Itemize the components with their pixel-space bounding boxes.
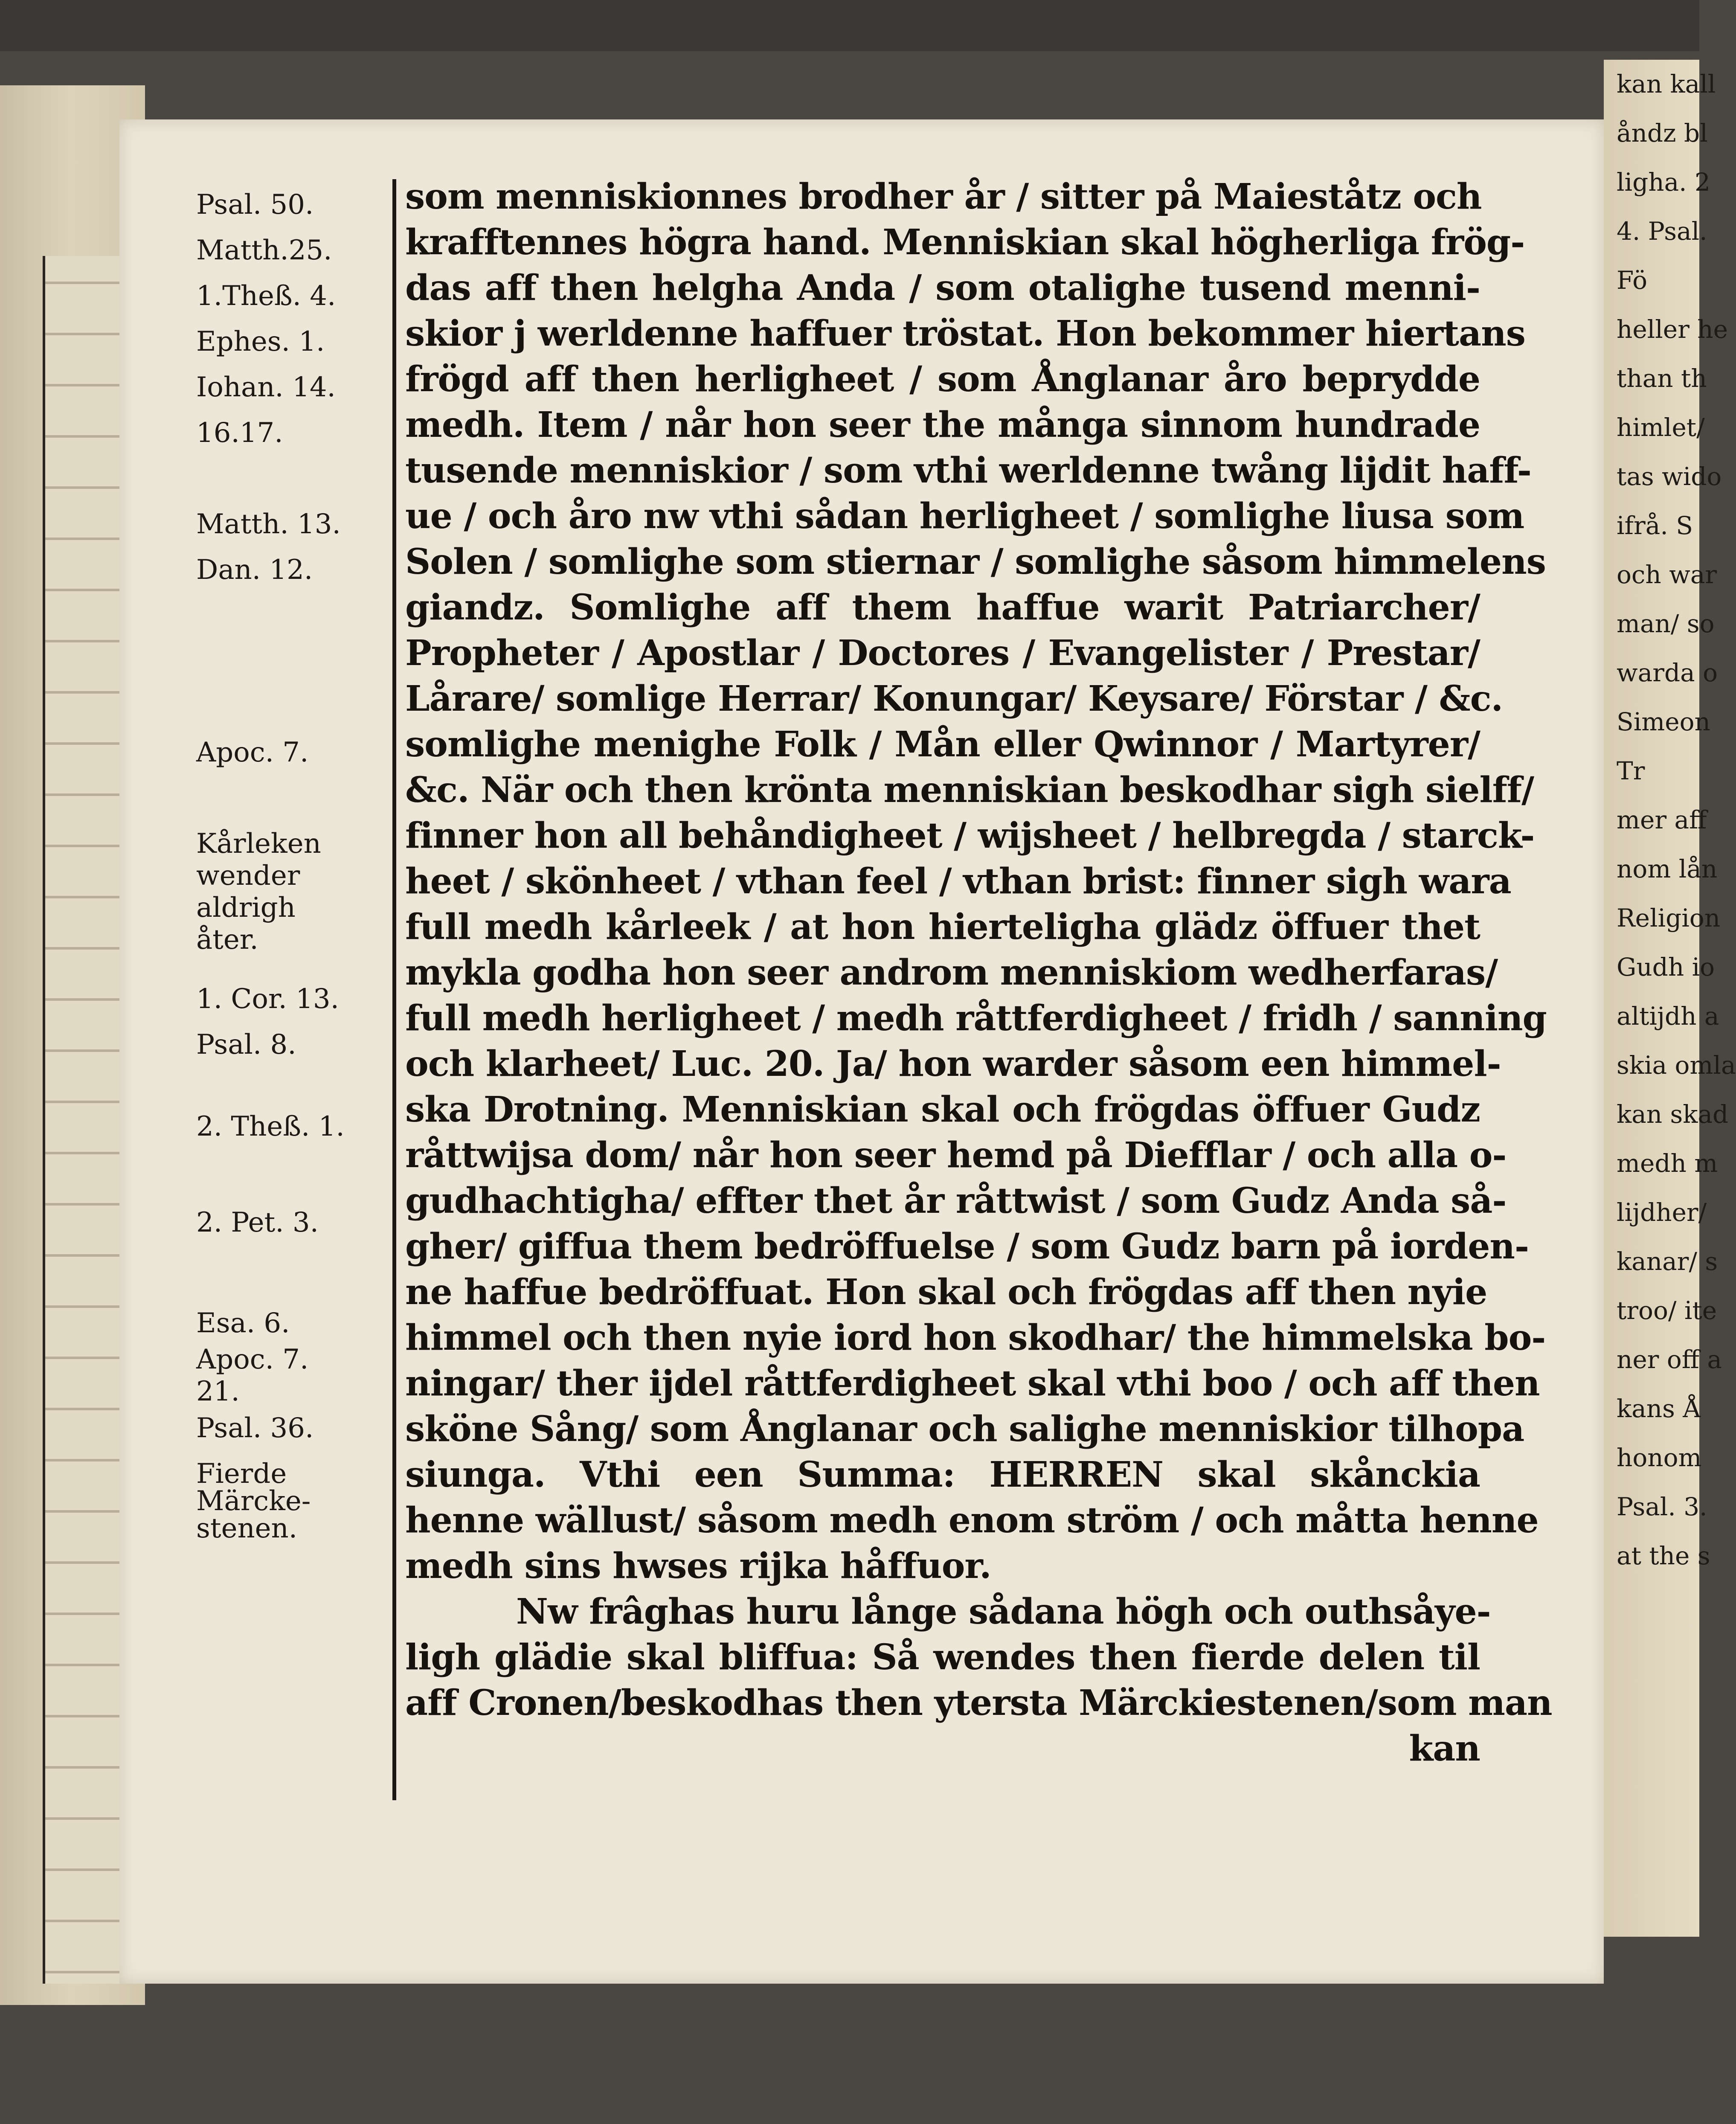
margin-note: Psal. 8. xyxy=(196,1029,296,1061)
text-line: ne haffue bedröffuat. Hon skal och frögdas aff then nyie xyxy=(405,1272,1487,1313)
text-line: himmel och then nyie iord hon skodhar/ the himmelska bo- xyxy=(405,1317,1546,1358)
margin-note: 2. Pet. 3. xyxy=(196,1207,319,1238)
margin-note: Esa. 6. xyxy=(196,1308,290,1339)
facing-page-line: warda o xyxy=(1617,658,1718,687)
text-line: siunga. Vthi een Summa: HERREN skal skånckia xyxy=(405,1454,1480,1495)
text-line: henne wällust/ såsom medh enom ström / och måtta henne xyxy=(405,1500,1539,1541)
text-line: ligh glädie skal bliffua: Så wendes then fierde delen til xyxy=(405,1637,1480,1678)
margin-note: 1.Theß. 4. xyxy=(196,280,336,312)
margin-note: Matth. 13. xyxy=(196,508,341,540)
text-line: full medh kårleek / at hon hierteligha glädz öffuer thet xyxy=(405,907,1480,947)
facing-page-line: kanar/ s xyxy=(1617,1247,1718,1276)
margin-note: 2. Theß. 1. xyxy=(196,1111,345,1142)
margin-note: Apoc. 7. xyxy=(196,737,309,768)
facing-page-line: Religion xyxy=(1617,904,1721,933)
margin-note: 21. xyxy=(196,1376,240,1407)
text-line: tusende menniskior / som vthi werldenne twång lijdit haff- xyxy=(405,450,1531,491)
margin-note: 16.17. xyxy=(196,417,283,449)
facing-page-line: at the s xyxy=(1617,1541,1710,1570)
facing-page-line: altijdh a xyxy=(1617,1002,1719,1031)
facing-page-line: Simeon xyxy=(1617,707,1710,736)
margin-note: Ephes. 1. xyxy=(196,326,325,357)
facing-page-line: ifrå. S xyxy=(1617,511,1693,540)
body-text xyxy=(405,174,1552,1772)
text-line: ska Drotning. Menniskian skal och frögdas öffuer Gudz xyxy=(405,1089,1480,1130)
facing-page-line: kan kall xyxy=(1617,70,1716,99)
book-page xyxy=(119,119,1604,1984)
text-line: gher/ giffua them bedröffuelse / som Gudz barn på iorden- xyxy=(405,1226,1529,1267)
margin-note: åter. xyxy=(196,924,258,956)
text-line: mykla godha hon seer androm menniskiom wedherfaras/ xyxy=(405,952,1498,993)
text-line: gudhachtigha/ effter thet år råttwist / som Gudz Anda så- xyxy=(405,1180,1507,1221)
margin-note: 1. Cor. 13. xyxy=(196,983,339,1015)
facing-page-line: åndz bl xyxy=(1617,119,1708,148)
margin-note: Märcke- xyxy=(196,1485,311,1517)
margin-note: Dan. 12. xyxy=(196,554,313,586)
facing-page-line: Tr xyxy=(1617,756,1645,785)
text-line: krafftennes högra hand. Menniskian skal högherliga frög- xyxy=(405,222,1525,263)
margin-note: stenen. xyxy=(196,1513,298,1544)
margin-note: Kårleken xyxy=(196,828,321,860)
text-line: Lårare/ somlige Herrar/ Konungar/ Keysare/ Förstar / &c. xyxy=(405,678,1503,719)
margin-note: aldrigh xyxy=(196,892,296,924)
margin-note: wender xyxy=(196,860,300,892)
facing-page-line: troo/ ite xyxy=(1617,1296,1717,1325)
text-line: sköne Sång/ som Ånglanar och salighe menniskior tilhopa xyxy=(405,1409,1524,1450)
text-line: das aff then helgha Anda / som otalighe tusend menni- xyxy=(405,267,1480,308)
text-line: somlighe menighe Folk / Mån eller Qwinnor / Martyrer/ xyxy=(405,724,1480,765)
margin-note: Fierde xyxy=(196,1458,287,1490)
facing-page-line: medh m xyxy=(1617,1149,1718,1178)
facing-page-line: Fö xyxy=(1617,266,1647,295)
margin-note: Apoc. 7. xyxy=(196,1344,309,1375)
facing-page-line: ligha. 2 xyxy=(1617,168,1710,197)
text-line: som menniskionnes brodher år / sitter på Maieståtz och xyxy=(405,176,1482,217)
text-line: full medh herligheet / medh råttferdigheet / fridh / sanning xyxy=(405,998,1547,1039)
facing-page-line: heller he xyxy=(1617,315,1728,344)
facing-page-line: kan skad xyxy=(1617,1100,1729,1129)
margin-note: Psal. 36. xyxy=(196,1412,314,1444)
facing-page-line: tas wido xyxy=(1617,462,1722,491)
margin-notes xyxy=(196,179,388,1843)
text-line: ningar/ ther ijdel råttferdigheet skal vthi boo / och aff then xyxy=(405,1363,1540,1404)
text-line: kan xyxy=(1409,1728,1480,1769)
facing-page-line: 4. Psal. xyxy=(1617,217,1707,246)
text-line: medh sins hwses rijka håffuor. xyxy=(405,1546,991,1586)
facing-page-line: skia omla xyxy=(1617,1051,1736,1080)
decorative-border xyxy=(43,256,125,1984)
text-line: råttwijsa dom/ når hon seer hemd på Diefflar / och alla o- xyxy=(405,1135,1507,1176)
text-line: Propheter / Apostlar / Doctores / Evangelister / Prestar/ xyxy=(405,633,1480,674)
facing-page-line: kans Å xyxy=(1617,1394,1701,1423)
facing-page-line: och war xyxy=(1617,560,1717,589)
facing-page-line: man/ so xyxy=(1617,609,1715,638)
text-line: medh. Item / når hon seer the många sinnom hundrade xyxy=(405,404,1480,445)
text-line: aff Cronen/beskodhas then ytersta Märckiestenen/som man xyxy=(405,1682,1552,1723)
margin-rule xyxy=(392,179,396,1800)
margin-note: Iohan. 14. xyxy=(196,372,336,403)
text-line: och klarheet/ Luc. 20. Ja/ hon warder såsom een himmel- xyxy=(405,1043,1501,1084)
facing-page-line: nom lån xyxy=(1617,854,1718,883)
text-line: heet / skönheet / vthan feel / vthan brist: finner sigh wara xyxy=(405,861,1511,902)
margin-note: Matth.25. xyxy=(196,235,332,266)
text-line: frögd aff then herligheet / som Ånglanar åro beprydde xyxy=(405,359,1480,400)
text-line: &c. När och then krönta menniskian beskodhar sigh sielff/ xyxy=(405,770,1534,811)
text-line: giandz. Somlighe aff them haffue warit Patriarcher/ xyxy=(405,587,1480,628)
facing-page-line: mer aff xyxy=(1617,805,1707,834)
facing-page xyxy=(1604,60,1736,1937)
facing-page-line: ner off a xyxy=(1617,1345,1722,1374)
text-line: finner hon all behåndigheet / wijsheet / helbregda / starck- xyxy=(405,815,1535,856)
facing-page-line: than th xyxy=(1617,364,1707,393)
margin-note: Psal. 50. xyxy=(196,189,314,221)
text-line: skior j werldenne haffuer tröstat. Hon bekommer hiertans xyxy=(405,313,1525,354)
facing-page-line: lijdher/ xyxy=(1617,1198,1707,1227)
text-line: Solen / somlighe som stiernar / somlighe såsom himmelens xyxy=(405,541,1546,582)
text-line: ue / och åro nw vthi sådan herligheet / somlighe liusa som xyxy=(405,496,1524,537)
facing-page-line: Gudh io xyxy=(1617,953,1715,982)
text-line: Nw frâghas huru långe sådana högh och outhsåye- xyxy=(516,1591,1491,1632)
facing-page-line: honom xyxy=(1617,1443,1702,1472)
facing-page-line: himlet/ xyxy=(1617,413,1705,442)
background-top xyxy=(0,0,1699,51)
facing-page-line: Psal. 3. xyxy=(1617,1492,1707,1521)
